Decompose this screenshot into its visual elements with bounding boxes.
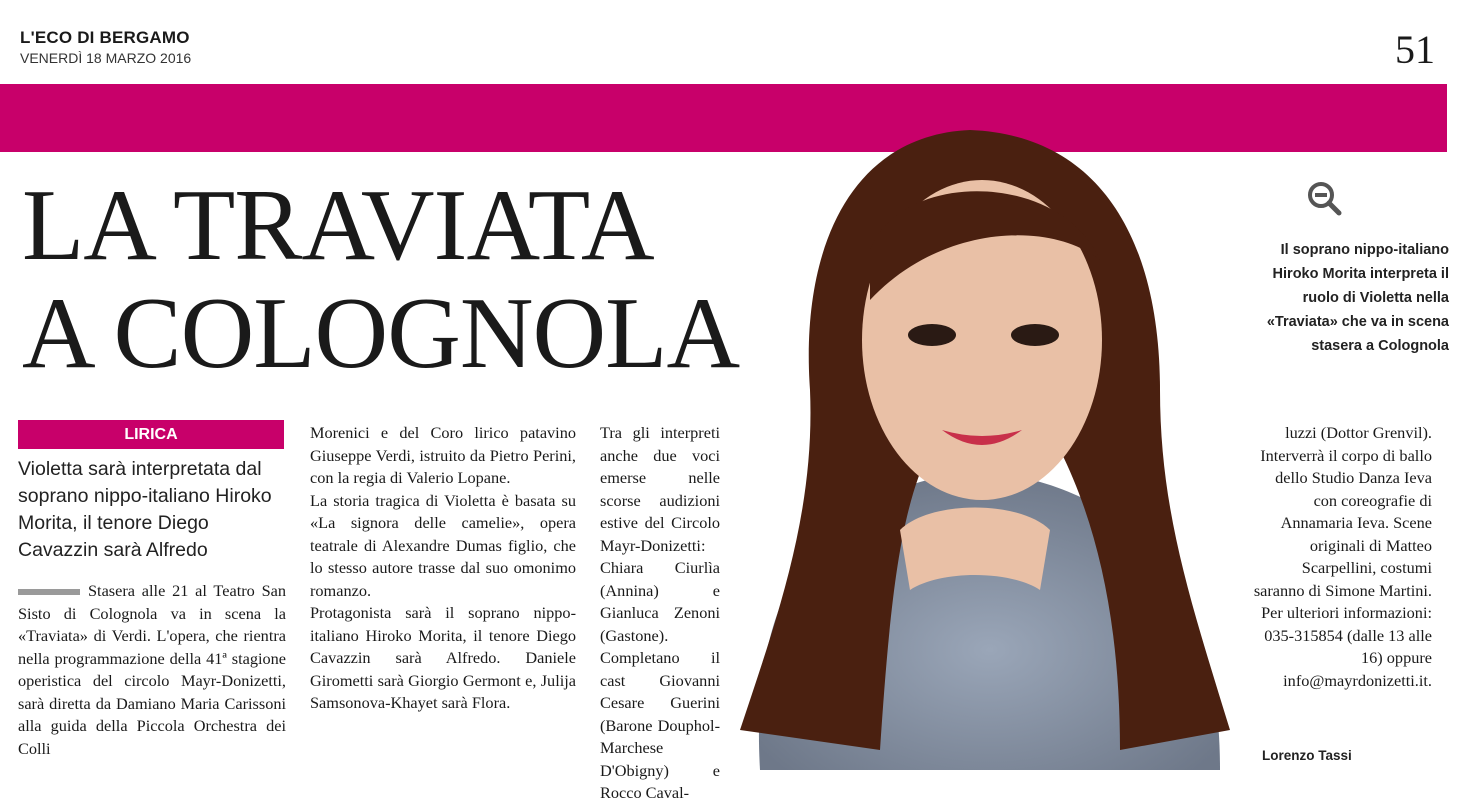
paragraph: luzzi (Dottor Grenvil). (1285, 423, 1432, 442)
paragraph: Protagonista sarà il soprano nippo-italiano Hiroko Morita, il tenore Diego Cavazzin sarà Alfredo. Daniele Girometti sarà Giorgio Germont e, Julija Samsonova-Khayet sarà Flora. (310, 603, 576, 712)
paragraph (18, 580, 286, 760)
article-column-4 (1252, 422, 1432, 692)
photo-caption (1229, 238, 1449, 358)
portrait-photo (720, 130, 1240, 770)
byline: Lorenzo Tassi (1262, 748, 1352, 763)
paragraph: Morenici e del Coro lirico patavino Giuseppe Verdi, istruito da Pietro Perini, con la regia di Valerio Lopane. (310, 423, 576, 487)
paragraph: Tra gli interpreti anche due voci emerse nelle scorse audizioni estive del Circolo Mayr-Donizetti: Chiara Ciurlìa (Annina) e Gianluca Zenoni (Gastone). Completano il cast Giovanni Cesare Guerini (Barone Douphol-Marchese D'Obigny) e Rocco Caval- (600, 423, 720, 802)
section-tag: LIRICA (18, 420, 284, 449)
article-summary: Violetta sarà interpretata dal soprano nippo-italiano Hiroko Morita, il tenore Diego Cavazzin sarà Alfredo (18, 458, 272, 561)
issue-date: VENERDÌ 18 MARZO 2016 (20, 50, 192, 66)
lead-rule (18, 589, 80, 595)
paragraph-text: Stasera alle 21 al Teatro San Sisto di Colognola va in scena la «Traviata» di Verdi. L'opera, che rientra nella programmazione della 41ª stagione operistica del circolo Mayr-Donizetti, sarà diretta da Damiano Maria Carissoni alla guida della Piccola Orchestra dei Colli (18, 581, 286, 758)
caption-line: ruolo di Violetta nella (1302, 290, 1449, 306)
masthead (20, 28, 191, 66)
caption-line: «Traviata» che va in scena (1266, 314, 1449, 330)
paragraph: Per ulteriori informazioni: 035-315854 (dalle 13 alle 16) oppure info@mayrdonizetti.it. (1261, 603, 1432, 690)
article-column-3 (600, 422, 720, 805)
caption-line: Il soprano nippo-italiano (1280, 242, 1449, 258)
caption-line: Hiroko Morita interpreta il (1272, 266, 1449, 282)
paper-name: L'ECO DI BERGAMO (20, 28, 190, 47)
caption-line: stasera a Colognola (1311, 338, 1449, 354)
article-column-2 (310, 422, 576, 715)
paragraph: Interverrà il corpo di ballo dello Studio Danza Ieva con coreografie di Annamaria Ieva. Scene originali di Matteo Scarpellini, costumi saranno di Simone Martini. (1253, 445, 1432, 600)
headline-line-1: LA TRAVIATA (22, 169, 654, 282)
article-column-1 (18, 580, 286, 760)
paragraph: La storia tragica di Violetta è basata su «La signora delle camelie», opera teatrale di Alexandre Dumas figlio, che lo stesso autore trasse dal suo omonimo romanzo. (310, 490, 576, 600)
page-number: 51 (1395, 27, 1435, 72)
headline-line-2: A COLOGNOLA (22, 277, 740, 390)
zoom-out-icon[interactable] (1306, 180, 1342, 216)
headline (22, 169, 740, 390)
